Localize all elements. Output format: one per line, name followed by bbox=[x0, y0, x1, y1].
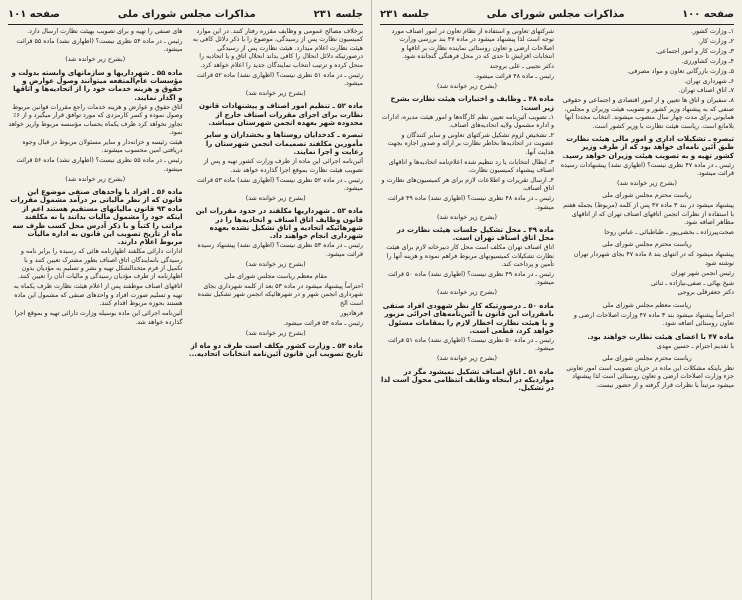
paragraph: (بشرح زیر خوانده شد) bbox=[245, 329, 306, 337]
paragraph: ریاست محترم مجلس شورای ملی bbox=[602, 192, 692, 200]
paragraph: (بشرح زیر خوانده شد) bbox=[245, 194, 306, 202]
paragraph: آئین‌نامه اجرائی این ماده بوسیله وزارت دارائی تهیه و بموقع اجرا گذارده خواهد شد. bbox=[14, 310, 183, 326]
paragraph: (بشرح زیر خوانده شد) bbox=[245, 260, 306, 268]
paragraph: دکتر جعفرقلی بروجی bbox=[677, 289, 734, 297]
paragraph: رئیس ـ در ماده ۴۸ نظری نیست؟ (اظهاری نشد) ماده ۴۹ قرائت میشود. bbox=[387, 195, 554, 211]
paragraph: اتاق حقوق و عوارض و هزینه خدمات راجع مقررات قوانین مربوط وصول نموده و کسر کارمزدی که مورد توافق قرار میگیرد و از ۶٪ تجاوز نخواهد کرد ظرف یکماه بحساب مؤسسه مربوط واریز خواهد نمود. bbox=[8, 103, 183, 136]
paragraph: پیشنهاد میشود که در انتهای بند ۸ ماده ۴۷ بجای شهردار تهران نوشته شود bbox=[573, 251, 734, 267]
paragraph: ۳ـ وزارت کار و امور اجتماعی. bbox=[655, 47, 734, 55]
text-column bbox=[189, 28, 364, 598]
paragraph: نظر باینکه مشکلات این ماده در حریان تصویب است امور تعاونی جزء وزارت اصلاحات ارضی و تعاون روستائی است لذا پیشنهاد میشود مرتبتاً با نظرات قرار گرفته و از حضور نیست. bbox=[566, 364, 734, 389]
paragraph: ۸ـ سفیران و اتاق ها تعیین و از امور اقتصادی و اجتماعی و حقوقی صنفی که به پیشنهاد وزیر کشور و تصویب هیئت وزیران و مجلس، همایونی برای مدت چهار سال منصوب میشوند. انتخاب مجددا آنها بلامانع است. ریاست هیئت نظارت با وزیر کشور است. bbox=[562, 97, 734, 130]
paragraph: ماده ۵۲ ـ تنظیم امور اصناف و پیشنهادات قانون نظارت برای اجرای مقررات اصناف خارج از محدوده شهر بعهده انجمن شهرستان میباشد. bbox=[198, 102, 363, 128]
paragraph: رئیس ـ در ماده ۴۹ نظری نیست؟ (اظهاری نشد) ماده ۵۰ قرائت میشود. bbox=[387, 271, 554, 287]
page-header bbox=[380, 4, 734, 25]
running-title: مذاکرات مجلس شورای ملی bbox=[486, 8, 625, 20]
paragraph: اتاقهای اصناف موظفند پس از اعلام هیئت نظارت ظرف یکماه به تهیه و تسلیم صورت افراد و واحدهای صنفی که مشمول این ماده هستند بحوزه مربوط اقدام کنند. bbox=[13, 283, 183, 308]
paragraph: ماده ۵۰ ـ درصورتیکه کار نظر شهودی افراد صنفی بامقررات این قانون یا آئین‌نامه‌های اجرائی مزبور و یا هیئت نظارت اخطار لازم را بمقامات مسئول خواهد کرد، قطعی است. bbox=[382, 301, 554, 335]
paragraph: اتاق اصناف تهران مکلف است محل کار دبیرخانه لازم برای هیئت نظارت تشکیلات کمیسیونهای مربوط فراهم نموده و هزینه آنها را تأمین و پرداخت کند. bbox=[386, 244, 554, 269]
paragraph: ماده ۴۸ ـ وظایف و اختیارات هیئت نظارت بشرح زیر است: bbox=[390, 95, 554, 112]
paragraph: رئیس ـ در ماده ۵۰ نظری نیست؟ (اظهاری نشد) ماده ۵۱ قرائت میشود. bbox=[387, 336, 554, 353]
paragraph: (بشرح زیر خوانده شد) bbox=[437, 82, 497, 90]
paragraph: های صنفی را تهیه و برای تصویب بهیئت نظارت ارسال دارد. bbox=[27, 28, 183, 35]
paragraph: احتراماً پیشنهاد میشود در ماده ۵۳ بعد از کلمه شهرداری بجای شهرداری انجمن شهر و در شهرهائیکه انجمن شهر تشکیل نشده است الخ bbox=[197, 282, 363, 307]
paragraph: ریاست معظم مجلس شورای ملی bbox=[602, 301, 692, 309]
text-column bbox=[380, 28, 554, 598]
paragraph: ریاست محترم مجلس شورای ملی bbox=[602, 354, 692, 362]
paragraph: شرکتهای تعاونی و استفاده از نظام تعاون در امور اصناف مورد توجه است لذا پیشنهاد میشود در ماده ۴۷ بند بررسی وزارت اصلاحات ارضی و تعاون روستائی نماینده نظارت بر اتاقها و انتخابات افزایش تا حدی که در محل فرهنگی گنجانده شود. bbox=[391, 28, 554, 61]
paragraph: ۷ـ اتاق اصناف تهران. bbox=[678, 87, 734, 95]
paragraph: ادارات دارائی مکلفند اظهارنامه هائی که رسیده را برابر نامه و رسیدگی بانمایندگان اتاق اصناف بطور مشترک تعیین کنند و با تکمیل از فرم متحدالشکل تهیه و نشر و تسلیم به مؤدیان بدون اظهارنامه از طرف مؤدیان رسیدگی و مالیات آنان را تعیین کنند. bbox=[17, 248, 183, 281]
page-number: صفحه ۱۰۱ bbox=[8, 8, 60, 20]
paragraph: رئیس ـ در ماده ۵۴ نظری نیست؟ (اظهاری نشد) ماده ۵۵ قرائت میشود. bbox=[16, 37, 183, 54]
paragraph: ۶ـ شهرداری تهران. bbox=[684, 77, 734, 85]
paragraph: ۱ـ تصویب آئین‌نامه تعیین نظم کارگاه‌ها و امور هیئت مدیره، ادارات و اداره مشمول ولایه اتحادیه‌های اصناف. bbox=[381, 113, 554, 130]
text-column bbox=[8, 28, 183, 598]
paragraph: (بشرح زیر خوانده شد) bbox=[437, 355, 497, 363]
text-column bbox=[560, 28, 734, 598]
paragraph: شیخ بهائی ـ صفی‌ـ‌نیازاده ـ ثنائی bbox=[650, 279, 734, 287]
paragraph: تبصره ـ تشکیلات اداری و امور مالی هیئت نظارت طبق آئین نامه‌ای خواهد بود که از طرف وزیر کشور تهیه و به تصویب هیئت وزیران خواهد رسید. bbox=[562, 134, 734, 160]
paragraph: (بشرح زیر خوانده شد) bbox=[437, 289, 497, 297]
paragraph: تبصره ـ کدخدایان روستاها و بخشداران و سایر مأمورین مکلفند تصمیمات انجمن شهرستان را رعایت و اجرا نمایند. bbox=[204, 131, 363, 157]
paragraph: ماده ۵۵ ـ شهرداریها و سازمانهای وابسته بدولت و مؤسسات عام‌المنفعه میتوانند وصول عوارض و حقوق و هزینه خدمات خود را از اتحادیه‌ها و اتاقها و اگذار نمایند. bbox=[11, 68, 183, 102]
paragraph: رئیس انجمن شهر تهران bbox=[671, 269, 734, 277]
paragraph: (بشرح زیر خوانده شد) bbox=[65, 175, 126, 183]
paragraph: رئیس ـ در ماده ۴۷ نظری نیست؟ (اظهاری نشد) پیشنهادات رسیده قرائت میشود. bbox=[560, 161, 734, 178]
paragraph: هیئت رئیسه و خزانه‌دار و سایر مسئولان مربوط در قبال وجوه دریافتی امین محسوب میشوند. bbox=[22, 138, 183, 155]
paragraph: ۲ـ وزارت کار. bbox=[698, 37, 734, 45]
paragraph: با تقدیم احترام ـ حسین مهدی bbox=[656, 342, 734, 350]
paragraph: رئیس ـ ماده ۵۴ قرائت میشود. bbox=[283, 319, 363, 327]
paragraph: مقام معظم ریاست مجلس شورای ملی bbox=[224, 273, 328, 281]
paragraph: احتراماً پیشنهاد میشود بند ۳ ماده ۴۷ وزارت اصلاحات ارضی و تعاون روستائی اضافه شود. bbox=[573, 311, 734, 328]
paragraph: آئین‌نامه اجرائی این ماده از طرف وزارت کشور تهیه و پس از تصویب هیئت نظارت بموقع اجرا گذارده خواهد شد. bbox=[203, 158, 363, 174]
paragraph: (بشرح زیر خوانده شد) bbox=[245, 89, 306, 97]
page-header bbox=[8, 4, 363, 25]
paragraph: ماده ۵۴ ـ وزارت کشور مکلف است طرف دو ماه از تاریخ تصویب این قانون آئین‌نامه انتخابات اتحادیه... bbox=[188, 341, 363, 359]
paragraph: ماده ۵۶ ـ افراد یا واحدهای صنفی موضوع این قانون که از نظر مالیاتی بر درآمد مشمول مقررات ماده ۹۳ قانون مالیاتهای مستقیم هستند اعم از اینکه خود را مشمول مالیات بدانند یا نه مکلفند مراتب را کتباً و با ذکر آدرس محل کسب ظرف سه ماه از تاریخ تصویب این قانون به اداره مالیات مربوط اعلام دارند. bbox=[10, 187, 183, 247]
paragraph: رئیس ـ در ماده ۵۵ نظری نیست؟ (اظهاری نشد) ماده ۵۶ قرائت میشود. bbox=[16, 157, 183, 173]
page-number: صفحه ۱۰۰ bbox=[682, 8, 734, 20]
paragraph: رئیس ـ ماده ۴۸ قرائت میشود. bbox=[474, 73, 554, 81]
paragraph: (بشرح زیر خوانده شد) bbox=[617, 180, 677, 187]
paragraph: ۲ـ تشخیص لزوم تشکیل شرکتهای تعاونی و سایر کنندگان و عضویت در اتحادیه‌ها بخاطر نظارت بر ارائه و صدور اجازه بجهت هدایت آنها. bbox=[387, 131, 554, 156]
paragraph: ماده ۴۷ با اعضای هیئت نظارت خواهند بود. bbox=[587, 332, 734, 341]
paragraph: (بشرح زیر خوانده شد) bbox=[65, 56, 126, 64]
running-title: مذاکرات مجلس شورای ملی bbox=[117, 8, 256, 20]
paragraph: ۱ـ وزارت کشور. bbox=[691, 28, 734, 35]
paragraph: ماده ۵۳ ـ شهرداریها مکلفند در حدود مقررات این قانون وظایف اتاق اصناف و اتحادیه‌ها را در شهرهائیکه اتحادیه و اتاق تشکیل نشده بعهده شهرداری انجام خواهند داد. bbox=[195, 207, 363, 241]
paragraph: ۵ـ وزارت بازرگانی تعاون و مواد مصرفی. bbox=[627, 67, 734, 75]
paragraph: ۴ـ وزارت کشاورزی. bbox=[681, 57, 734, 65]
paragraph: پیشنهاد میشود در بند ۳ ماده ۴۷ پس از کلمه (مربوط) بجمله هفتم با استفاده از نظرات انجمن اتاقهای اصناف تهران که از اتاقهای مظاهر اضافه شود. bbox=[563, 202, 734, 227]
paragraph: ریاست محترم مجلس شورای ملی bbox=[602, 241, 692, 249]
paragraph: ماده ۴۹ ـ محل تشکیل جلسات هیئت نظارت در محل اتاق اصناف تهران است. bbox=[396, 226, 554, 243]
paragraph: فرهادپور bbox=[340, 309, 363, 317]
paragraph: دکتر نجیبی ـ علی بروجند bbox=[489, 63, 554, 71]
paragraph: (بشرح زیر خوانده شد) bbox=[437, 213, 497, 221]
right-page bbox=[371, 0, 742, 600]
paragraph: ماده ۵۱ ـ اتاق اصناف تشکیل نمیشود مگر در مواردیکه در اینجاه وظایف انتظامی محول است لذا در تشکیل. bbox=[381, 367, 554, 393]
paragraph: رئیس ـ در ماده ۵۲ نظری نیست؟ (اظهاری نشد) ماده ۵۳ قرائت میشود. bbox=[196, 176, 363, 192]
session-number: جلسه ۲۳۱ bbox=[313, 8, 363, 20]
paragraph: رئیس ـ در ماده ۵۱ نظری نیست؟ (اظهاری نشد) ماده ۵۲ قرائت میشود. bbox=[196, 71, 363, 87]
paragraph: رئیس ـ در ماده ۵۳ نظری نیست؟ (اظهاری نشد) پیشنهاد رسیده قرائت میشود. bbox=[197, 242, 363, 258]
paragraph: برخلاف مصالح عمومی و وظایف مقرره رفتار کنند. در این موارد کمیسیون نظارت پس از رسیدگی، موضوع را با ذکر دلائل کافی به هیئت نظارت اعلام میدارد. هیئت نظارت پس از رسیدگی درصورتیکه دلائل انحلال را کافی بداند انحلال اتاق و یا اتحادیه را منحل کرده و ترتیب انتخاب نمایندگان جدید را اعلام خواهد کرد. bbox=[192, 28, 363, 69]
paragraph: ۴ـ ارسال تقریرات و اطلاعات لازم برای هر کمیسیون‌های نظارت و اتاق اصناف. bbox=[381, 177, 554, 193]
paragraph: صحت‌پیرزاده ـ بخشی‌پور ـ طباطبائی ـ عباس روحا bbox=[604, 229, 734, 237]
session-number: جلسه ۲۳۱ bbox=[380, 8, 430, 20]
paragraph: ۳ـ ابطال انتخابات یا رد تنظیم شده اعلام‌نامه اتحادیه‌ها و اتاقهای اصناف پیشنهاد کمیسیون نظارت. bbox=[388, 158, 554, 175]
